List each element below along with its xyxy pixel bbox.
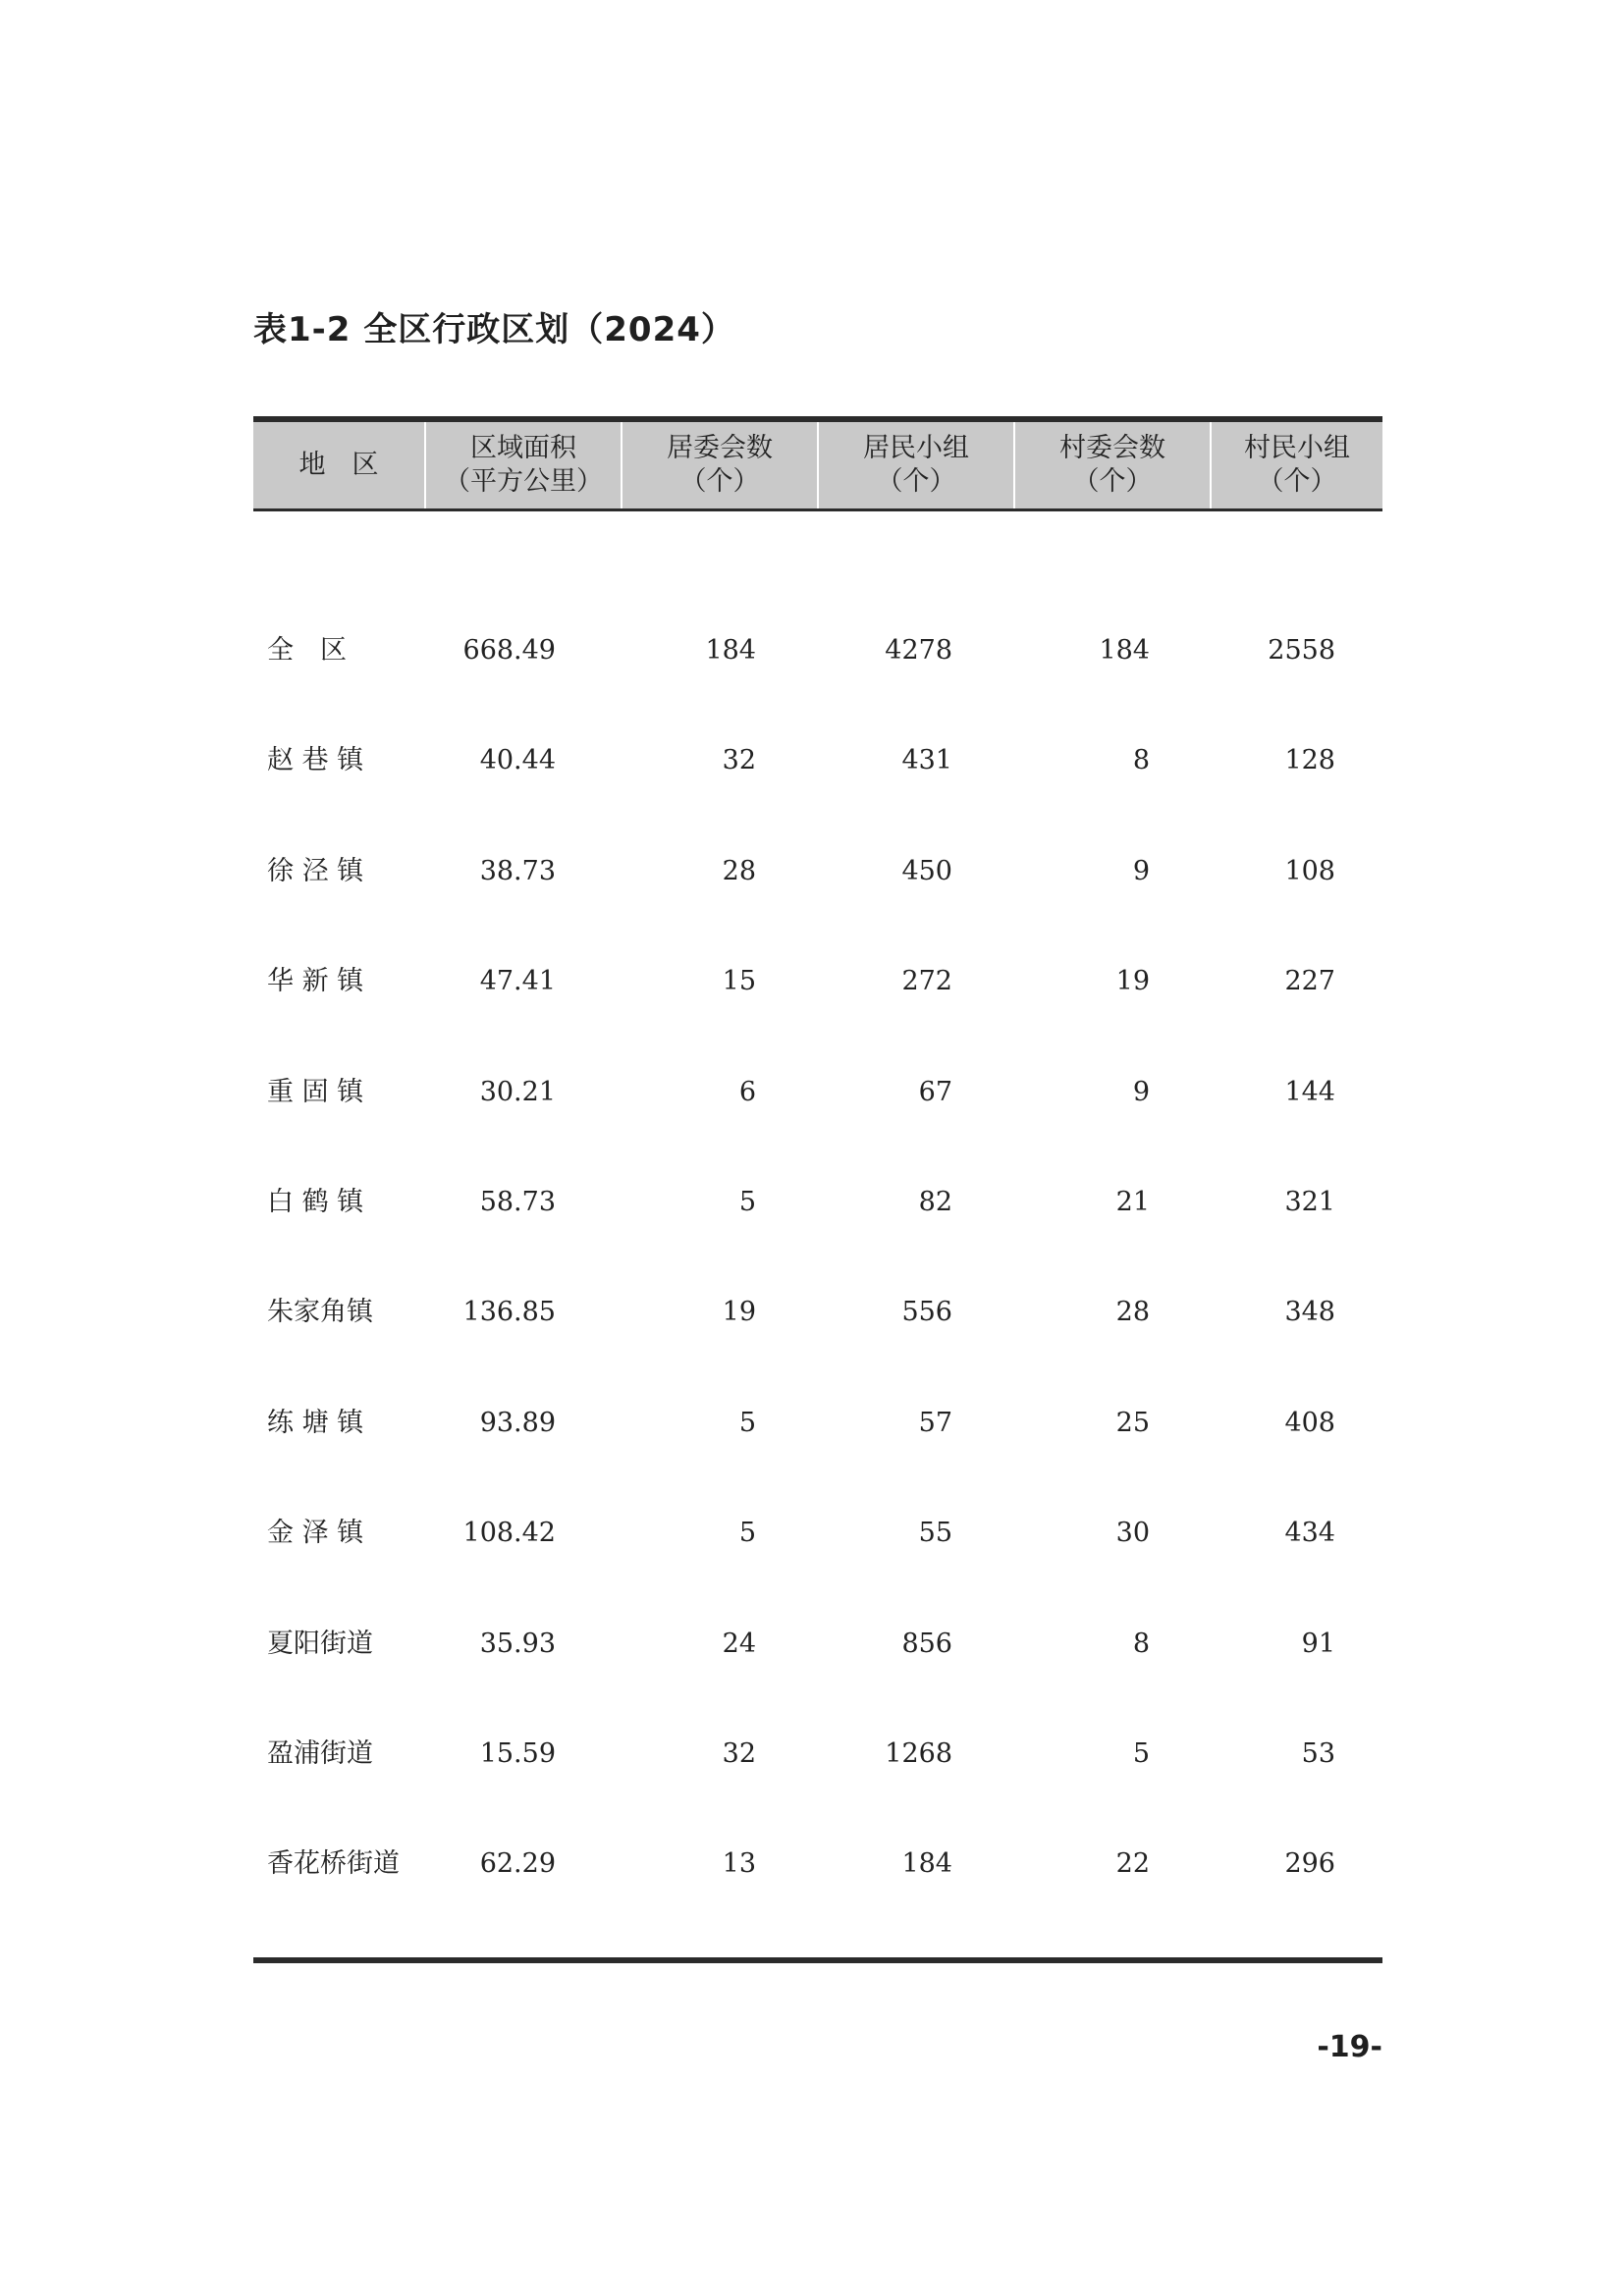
cell-villager-groups: 128	[1284, 745, 1335, 776]
table-row	[253, 629, 1382, 672]
cell-resident-groups: 55	[918, 1518, 952, 1549]
table-row	[253, 1402, 1382, 1445]
cell-region: 华 新 镇	[267, 966, 364, 997]
table-row	[253, 1623, 1382, 1666]
cell-residents-committees: 15	[722, 966, 756, 997]
cell-area: 93.89	[479, 1407, 556, 1438]
cell-residents-committees: 184	[705, 635, 756, 666]
cell-village-committees: 184	[1099, 635, 1150, 666]
header-area-line2: （平方公里）	[444, 466, 603, 497]
cell-village-committees: 21	[1115, 1187, 1150, 1217]
header-area-line1: 区域面积	[470, 433, 576, 463]
admin-division-table	[253, 416, 1382, 1963]
page-number: -19-	[1317, 2030, 1382, 2064]
cell-resident-groups: 67	[918, 1076, 952, 1107]
cell-villager-groups: 144	[1284, 1076, 1335, 1107]
cell-resident-groups: 450	[901, 855, 952, 886]
cell-villager-groups: 108	[1284, 855, 1335, 886]
table-row	[253, 1842, 1382, 1886]
table-row	[253, 1733, 1382, 1776]
cell-residents-committees: 32	[722, 1738, 756, 1769]
header-residents-committees	[621, 422, 817, 508]
header-resident-groups	[817, 422, 1013, 508]
table-row	[253, 739, 1382, 782]
cell-resident-groups: 184	[901, 1848, 952, 1880]
cell-area: 38.73	[479, 855, 556, 886]
cell-region: 练 塘 镇	[267, 1407, 364, 1438]
cell-village-committees: 25	[1115, 1407, 1150, 1438]
cell-residents-committees: 5	[738, 1187, 756, 1217]
cell-area: 668.49	[462, 635, 556, 666]
table-row	[253, 960, 1382, 1003]
cell-resident-groups: 57	[918, 1407, 952, 1438]
cell-region: 赵 巷 镇	[267, 745, 364, 776]
cell-residents-committees: 13	[722, 1848, 756, 1880]
table-row	[253, 850, 1382, 893]
cell-residents-committees: 5	[738, 1407, 756, 1438]
cell-villager-groups: 434	[1284, 1518, 1335, 1549]
table-row	[253, 1512, 1382, 1555]
cell-region: 金 泽 镇	[267, 1518, 364, 1549]
cell-region: 香花桥街道	[267, 1848, 400, 1880]
cell-resident-groups: 4278	[885, 635, 952, 666]
cell-village-committees: 22	[1115, 1848, 1150, 1880]
cell-village-committees: 9	[1132, 1076, 1150, 1107]
table-row	[253, 1181, 1382, 1224]
cell-village-committees: 9	[1132, 855, 1150, 886]
cell-village-committees: 28	[1115, 1297, 1150, 1328]
cell-region: 重 固 镇	[267, 1076, 364, 1107]
cell-area: 136.85	[462, 1297, 556, 1328]
cell-area: 62.29	[479, 1848, 556, 1880]
header-villager-groups-line1: 村民小组	[1244, 433, 1350, 463]
cell-area: 30.21	[479, 1076, 556, 1107]
cell-villager-groups: 53	[1301, 1738, 1335, 1769]
cell-region: 夏阳街道	[267, 1628, 373, 1659]
cell-resident-groups: 431	[901, 745, 952, 776]
header-resident-groups-line1: 居民小组	[863, 433, 969, 463]
header-village-committees-line2: （个）	[1072, 466, 1153, 497]
cell-area: 40.44	[479, 745, 556, 776]
table-row	[253, 1071, 1382, 1114]
table-row	[253, 1291, 1382, 1334]
cell-area: 58.73	[479, 1187, 556, 1217]
cell-village-committees: 19	[1115, 966, 1150, 997]
cell-village-committees: 8	[1132, 1628, 1150, 1659]
cell-region: 朱家角镇	[267, 1297, 373, 1328]
cell-region: 白 鹤 镇	[267, 1187, 364, 1217]
cell-villager-groups: 2558	[1268, 635, 1335, 666]
cell-village-committees: 8	[1132, 745, 1150, 776]
page-title: 表1-2 全区行政区划（2024）	[253, 310, 735, 349]
cell-villager-groups: 91	[1301, 1628, 1335, 1659]
cell-resident-groups: 82	[918, 1187, 952, 1217]
header-villager-groups-line2: （个）	[1257, 466, 1337, 497]
table-body	[253, 511, 1382, 1957]
header-area	[424, 422, 621, 508]
header-region	[253, 422, 424, 508]
cell-region: 全 区	[267, 635, 347, 666]
header-village-committees-line1: 村委会数	[1059, 433, 1165, 463]
header-villager-groups	[1210, 422, 1382, 508]
cell-resident-groups: 556	[901, 1297, 952, 1328]
table-header	[253, 422, 1382, 508]
cell-residents-committees: 6	[738, 1076, 756, 1107]
cell-residents-committees: 19	[722, 1297, 756, 1328]
cell-area: 15.59	[479, 1738, 556, 1769]
cell-residents-committees: 24	[722, 1628, 756, 1659]
header-village-committees	[1013, 422, 1210, 508]
cell-villager-groups: 296	[1284, 1848, 1335, 1880]
table-bottom-rule	[253, 1957, 1382, 1963]
header-region-line1: 地 区	[298, 450, 379, 480]
cell-area: 35.93	[479, 1628, 556, 1659]
cell-area: 47.41	[479, 966, 556, 997]
cell-resident-groups: 272	[901, 966, 952, 997]
header-resident-groups-line2: （个）	[876, 466, 956, 497]
cell-residents-committees: 5	[738, 1518, 756, 1549]
cell-region: 盈浦街道	[267, 1738, 373, 1769]
cell-villager-groups: 227	[1284, 966, 1335, 997]
cell-villager-groups: 321	[1284, 1187, 1335, 1217]
cell-villager-groups: 348	[1284, 1297, 1335, 1328]
cell-village-committees: 5	[1132, 1738, 1150, 1769]
cell-residents-committees: 28	[722, 855, 756, 886]
cell-region: 徐 泾 镇	[267, 855, 364, 886]
cell-area: 108.42	[462, 1518, 556, 1549]
cell-village-committees: 30	[1115, 1518, 1150, 1549]
cell-resident-groups: 856	[901, 1628, 952, 1659]
header-residents-committees-line2: （个）	[679, 466, 760, 497]
cell-villager-groups: 408	[1284, 1407, 1335, 1438]
header-residents-committees-line1: 居委会数	[667, 433, 773, 463]
cell-resident-groups: 1268	[885, 1738, 952, 1769]
cell-residents-committees: 32	[722, 745, 756, 776]
